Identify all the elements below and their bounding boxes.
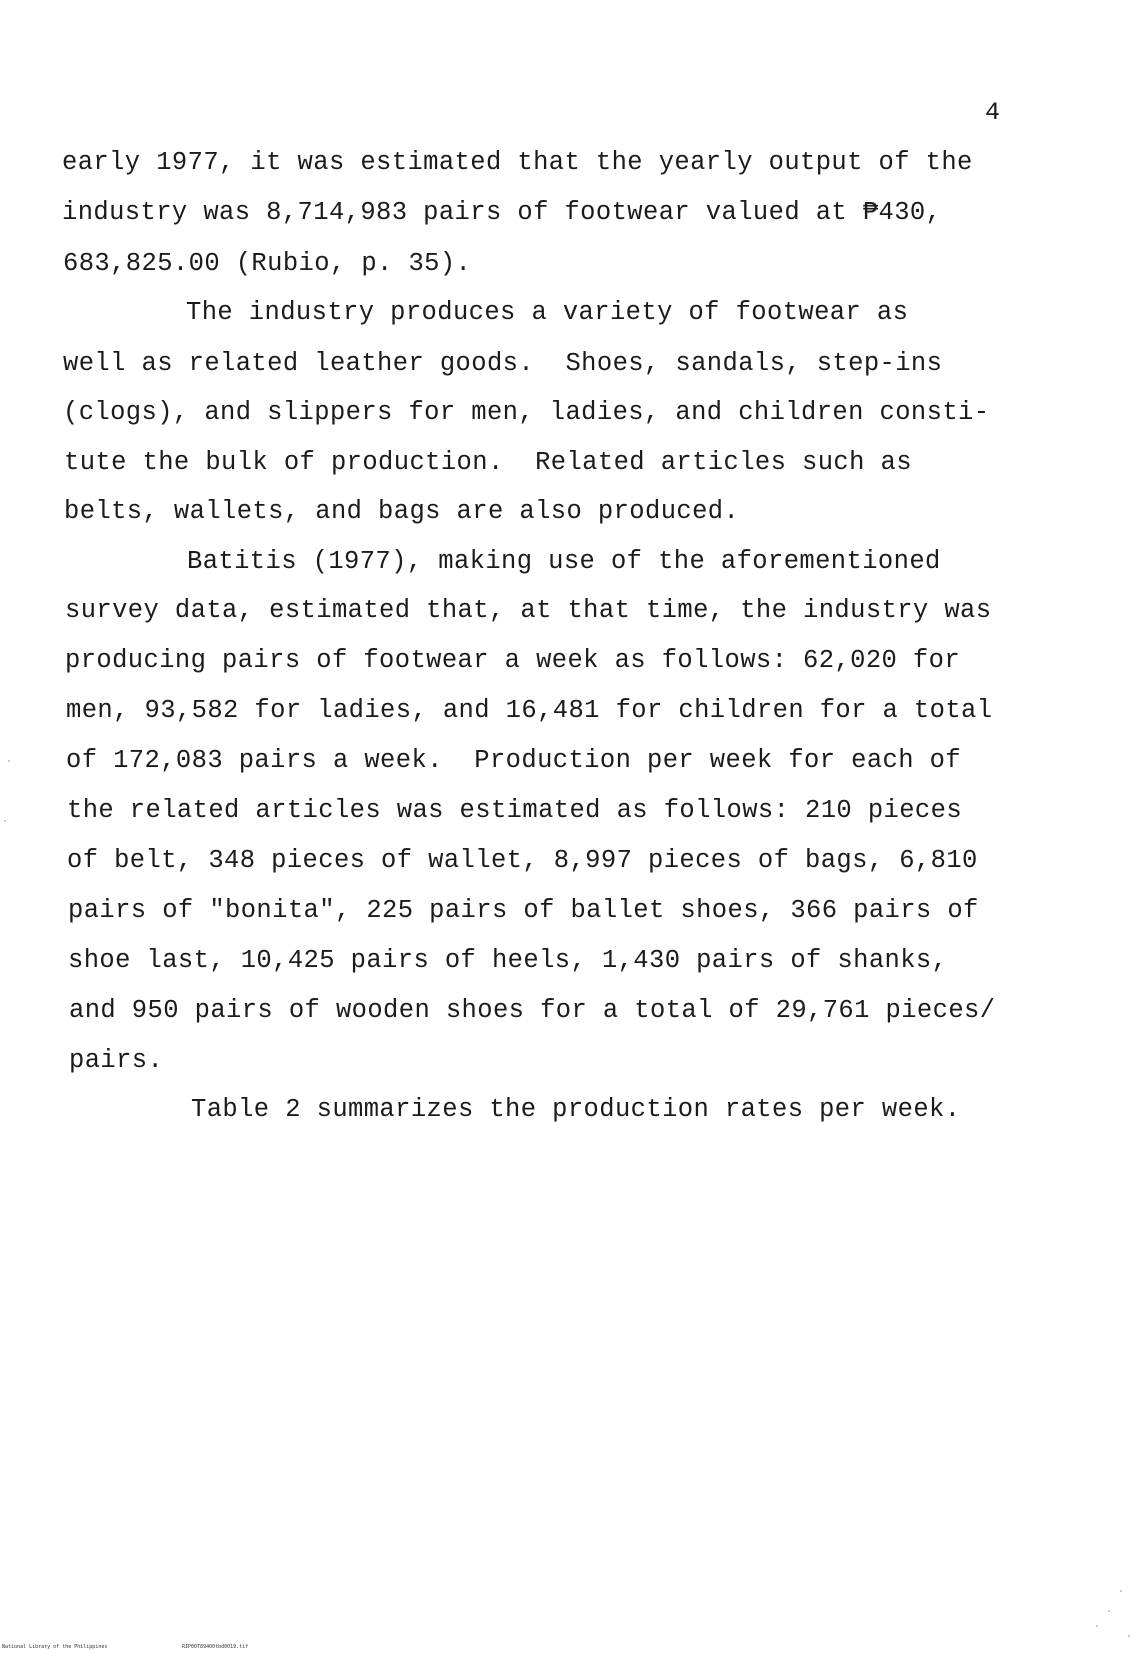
text-line: the related articles was estimated as follows: 210 pieces [67,796,963,825]
text-line: and 950 pairs of wooden shoes for a total of 29,761 pieces/ [69,996,996,1025]
text-line: pairs. [69,1046,164,1075]
scan-speck [4,820,6,822]
text-line: shoe last, 10,425 pairs of heels, 1,430 pairs of shanks, [68,946,948,975]
text-line: 683,825.00 (Rubio, p. 35). [63,249,472,278]
text-line: (clogs), and slippers for men, ladies, and children consti- [63,398,990,427]
footer-file-id: RIP00T89400tbd0019.tif [182,1644,249,1650]
footer-library-credit: National Library of the Philippines [2,1644,108,1650]
page-number: 4 [985,98,1001,127]
text-line: tute the bulk of production. Related articles such as [64,448,912,477]
scan-speck [8,760,10,762]
scan-speck [1108,1610,1110,1612]
text-line: The industry produces a variety of footwear as [186,298,909,327]
text-line: of belt, 348 pieces of wallet, 8,997 pieces of bags, 6,810 [67,846,978,875]
text-line: Batitis (1977), making use of the aforementioned [187,547,941,576]
scan-speck [1096,1625,1098,1627]
text-line: industry was 8,714,983 pairs of footwear valued at ₱430, [62,198,942,227]
scan-speck [1128,1635,1130,1637]
text-line: survey data, estimated that, at that time, the industry was [65,596,992,625]
text-line: men, 93,582 for ladies, and 16,481 for children for a total [66,696,993,725]
text-line: Table 2 summarizes the production rates per week. [191,1095,961,1124]
text-line: well as related leather goods. Shoes, sandals, step-ins [63,349,943,378]
text-line: pairs of "bonita", 225 pairs of ballet shoes, 366 pairs of [68,896,979,925]
scan-speck [1120,1590,1122,1592]
text-line: belts, wallets, and bags are also produced. [64,497,740,526]
text-line: early 1977, it was estimated that the yearly output of the [62,148,973,177]
text-line: of 172,083 pairs a week. Production per week for each of [66,746,962,775]
text-line: producing pairs of footwear a week as follows: 62,020 for [65,646,961,675]
